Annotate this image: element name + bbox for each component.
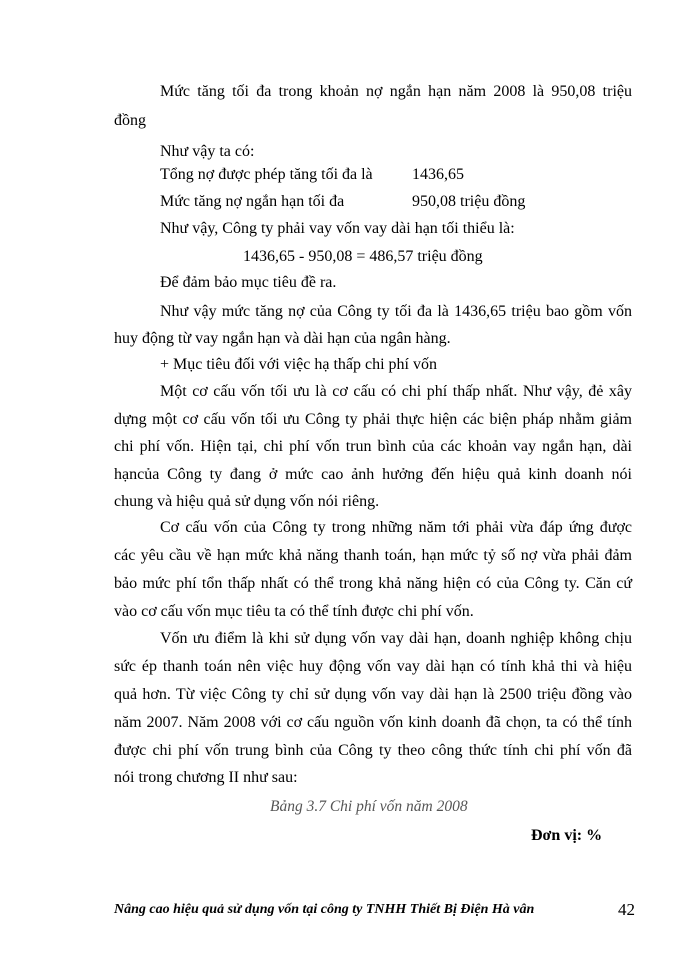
- paragraph-line: quả hơn. Từ việc Công ty chỉ sử dụng vốn vay dài hạn là 2500 triệu đồng vào: [114, 686, 632, 703]
- paragraph-line: Vốn ưu điểm là khi sử dụng vốn vay dài hạn, doanh nghiệp không chịu: [160, 630, 632, 647]
- paragraph-line: dựng một cơ cấu vốn tối ưu Công ty phải thực hiện các biện pháp nhằm giảm: [114, 411, 632, 428]
- paragraph-line: được chi phí vốn trung bình của Công ty theo công thức tính chi phí vốn đã: [114, 742, 632, 759]
- paragraph-line: vào cơ cấu vốn mục tiêu ta có thể tính được chi phí vốn.: [114, 603, 474, 620]
- paragraph-line: chung và hiệu quả sử dụng vốn nói riêng.: [114, 493, 380, 510]
- paragraph-line: Mức tăng nợ ngắn hạn tối đa: [160, 193, 345, 210]
- paragraph-line: Như vậy, Công ty phải vay vốn vay dài hạn tối thiểu là:: [160, 220, 515, 237]
- unit-label: Đơn vị: %: [531, 827, 603, 844]
- table-caption: Bảng 3.7 Chi phí vốn năm 2008: [270, 798, 468, 815]
- page-number: 42: [618, 900, 635, 919]
- formula-line: 1436,65 - 950,08 = 486,57 triệu đồng: [243, 248, 483, 265]
- paragraph-line: Để đảm bảo mục tiêu đề ra.: [160, 274, 337, 291]
- paragraph-line: năm 2007. Năm 2008 với cơ cấu nguồn vốn kinh doanh đã chọn, ta có thể tính: [114, 714, 632, 731]
- paragraph-line: nói trong chương II như sau:: [114, 769, 298, 786]
- paragraph-line: sức ép thanh toán nên việc huy động vốn vay dài hạn có tính khả thi và hiệu: [114, 658, 632, 675]
- paragraph-line: Một cơ cấu vốn tối ưu là cơ cấu có chi phí thấp nhất. Như vậy, đẻ xây: [160, 383, 632, 400]
- value-text: 950,08 triệu đồng: [412, 193, 526, 210]
- paragraph-line: chi phí vốn. Hiện tại, chi phí vốn trun bình của các khoản vay ngắn hạn, dài: [114, 438, 632, 455]
- paragraph-line: + Mục tiêu đối với việc hạ thấp chi phí vốn: [160, 356, 437, 373]
- paragraph-line: Cơ cấu vốn của Công ty trong những năm tới phải vừa đáp ứng được: [160, 519, 632, 536]
- paragraph-line: đồng: [114, 112, 146, 129]
- paragraph-line: các yêu cầu về hạn mức khả năng thanh toán, hạn mức tỷ số nợ vừa phải đảm: [114, 547, 632, 564]
- paragraph-line: huy động từ vay ngắn hạn và dài hạn của ngân hàng.: [114, 330, 451, 347]
- paragraph-line: hạncủa Công ty đang ở mức cao ảnh hưởng đến hiệu quả kinh doanh nói: [114, 466, 632, 483]
- paragraph-line: Như vậy ta có:: [160, 143, 255, 160]
- paragraph-line: Tổng nợ được phép tăng tối đa là: [160, 166, 373, 183]
- paragraph-line: bảo mức phí tổn thấp nhất có thể trong khả năng hiện có của Công ty. Căn cứ: [114, 575, 632, 592]
- page-footer: Nâng cao hiệu quả sử dụng vốn tại công ty TNHH Thiết Bị Điện Hà vân: [114, 902, 535, 917]
- paragraph-line: Mức tăng tối đa trong khoản nợ ngắn hạn năm 2008 là 950,08 triệu: [160, 83, 632, 100]
- paragraph-line: Như vậy mức tăng nợ của Công ty tối đa là 1436,65 triệu bao gồm vốn: [160, 303, 632, 320]
- value-text: 1436,65: [412, 166, 464, 183]
